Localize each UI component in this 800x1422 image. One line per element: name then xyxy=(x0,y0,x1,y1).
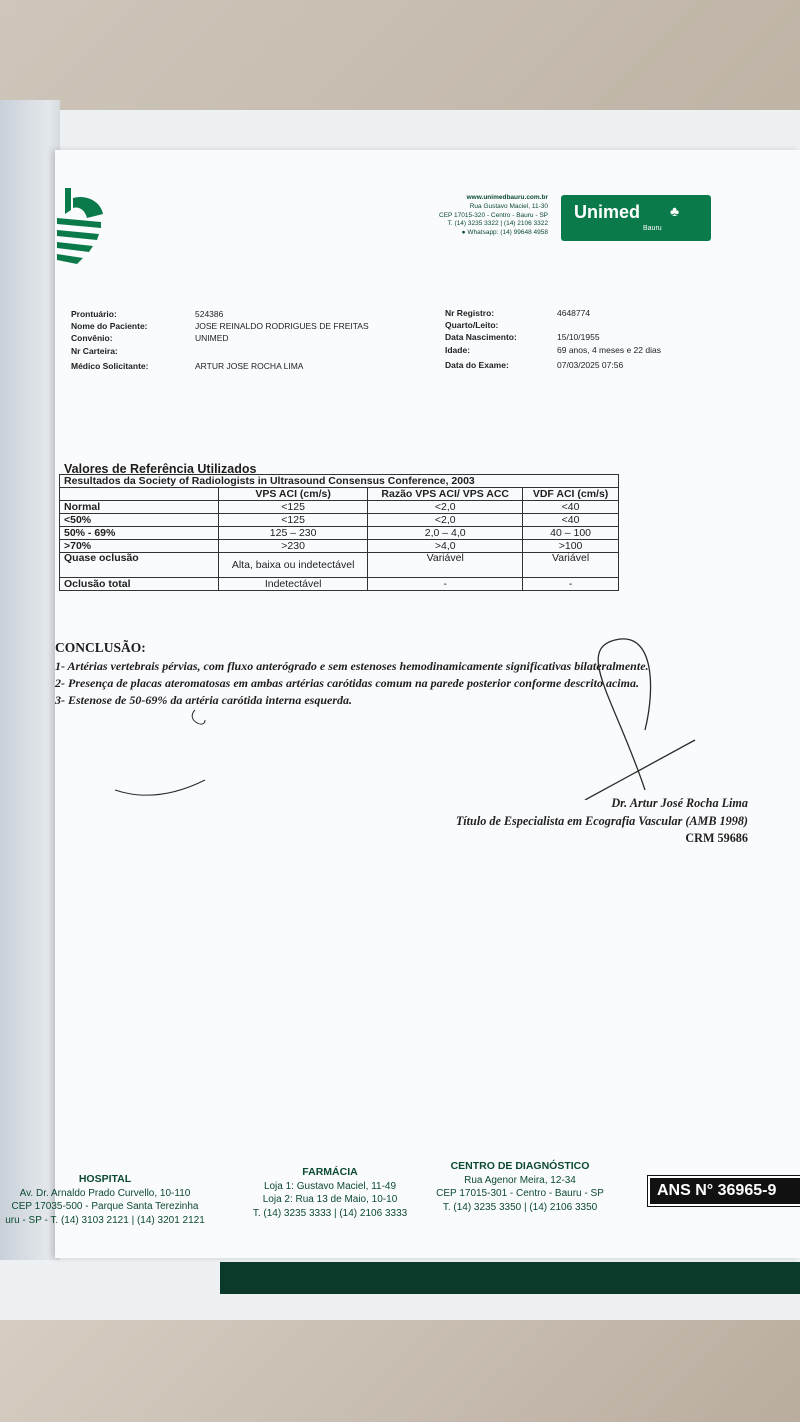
reference-title: Valores de Referência Utilizados xyxy=(64,462,257,476)
patient-labels-right: Nr Registro: Quarto/Leito: Data Nascimento: Idade: Data do Exame: xyxy=(445,308,517,370)
idade-value: 69 anos, 4 meses e 22 dias xyxy=(557,344,661,355)
reference-table xyxy=(59,474,619,591)
signature-block xyxy=(456,795,748,848)
table-row: 50% - 69% 125 – 230 2,0 – 4,0 40 – 100 xyxy=(60,527,619,540)
table-row: Oclusão total Indetectável - - xyxy=(60,578,619,591)
exam-report-page xyxy=(5,150,800,1258)
whatsapp-icon: ● xyxy=(461,229,466,237)
unimed-tree-icon: ♣ xyxy=(670,203,680,219)
folder-green-band xyxy=(220,1262,800,1294)
footer-centro-diagnostico: CENTRO DE DIAGNÓSTICO Rua Agenor Meira, 12-34 CEP 17015-301 - Centro - Bauru - SP T. (14) 3235 3350 | (14) 2106 3350 xyxy=(436,1160,604,1213)
conclusion-item: 1- Artérias vertebrais pérvias, com fluxo anterógrado e sem estenoses hemodinamicamente significativas bilateralmente. xyxy=(55,659,649,673)
footer-farmacia: FARMÁCIA Loja 1: Gustavo Maciel, 11-49 Loja 2: Rua 13 de Maio, 10-10 T. (14) 3235 3333 | (14) 2106 3333 xyxy=(252,1166,408,1219)
table-caption-row xyxy=(60,475,619,488)
footer-hospital: HOSPITAL Av. Dr. Arnaldo Prado Curvello, 10-110 CEP 17035-500 - Parque Santa Terezinha uru - SP - T. (14) 3103 2121 | (14) 3201 2121 xyxy=(5,1173,205,1226)
prontuario-value: 524386 xyxy=(195,309,224,319)
header-address-2: CEP 17015-320 - Centro - Bauru - SP xyxy=(439,211,548,219)
header-address-1: Rua Gustavo Maciel, 11-30 xyxy=(469,202,548,210)
header-whatsapp: ● Whatsapp: (14) 99648 4958 xyxy=(461,229,548,237)
patient-values-left xyxy=(195,308,369,372)
patient-labels-left: Prontuário: Nome do Paciente: Convênio: Nr Carteira: Médico Solicitante: xyxy=(71,309,149,371)
unimed-logo xyxy=(561,195,711,241)
header-contact xyxy=(439,194,548,238)
conclusion-heading: CONCLUSÃO: xyxy=(55,640,146,655)
medico-value: ARTUR JOSE ROCHA LIMA xyxy=(195,360,304,371)
conclusion-item: 3- Estenose de 50-69% da artéria carótida interna esquerda. xyxy=(55,693,352,707)
table-row: Quase oclusão Alta, baixa ou indetectável Variável Variável xyxy=(60,553,619,578)
conclusion-item: 2- Presença de placas ateromatosas em ambas artérias carótidas comum na parede posterior conforme descrito acima. xyxy=(55,676,639,690)
patient-name: JOSE REINALDO RODRIGUES DE FREITAS xyxy=(195,321,369,332)
brand-name: Unimed xyxy=(574,202,641,222)
folder-spine xyxy=(0,100,60,1260)
doctor-crm: CRM 59686 xyxy=(685,831,748,845)
ans-badge: ANS N° 36965-9 xyxy=(648,1176,800,1206)
table-row: >70% >230 >4,0 >100 xyxy=(60,540,619,553)
patient-values-right xyxy=(557,307,661,371)
exame-value: 07/03/2025 07:56 xyxy=(557,359,624,370)
header-phone: T. (14) 3235 3322 | (14) 2106 3322 xyxy=(447,220,548,228)
table-caption: Resultados da Society of Radiologists in Ultrasound Consensus Conference, 2003 xyxy=(60,475,619,488)
table-row: <50% <125 <2,0 <40 xyxy=(60,514,619,527)
carteira-value xyxy=(195,345,369,357)
brand-city: Bauru xyxy=(643,225,662,232)
table-header-row: VPS ACI (cm/s) Razão VPS ACI/ VPS ACC VDF ACI (cm/s) xyxy=(60,488,619,501)
doctor-name: Dr. Artur José Rocha Lima xyxy=(611,796,748,810)
registro-value: 4648774 xyxy=(557,308,591,318)
convenio-value: UNIMED xyxy=(195,333,229,344)
header-website: www.unimedbauru.com.br xyxy=(466,194,548,201)
table-row: Normal <125 <2,0 <40 xyxy=(60,501,619,514)
doctor-title: Título de Especialista em Ecografia Vascular (AMB 1998) xyxy=(455,813,748,828)
quarto-value xyxy=(557,319,661,331)
hospital-logo-icon xyxy=(57,188,105,264)
nascimento-value: 15/10/1955 xyxy=(557,332,600,343)
conclusion-section xyxy=(55,640,745,709)
